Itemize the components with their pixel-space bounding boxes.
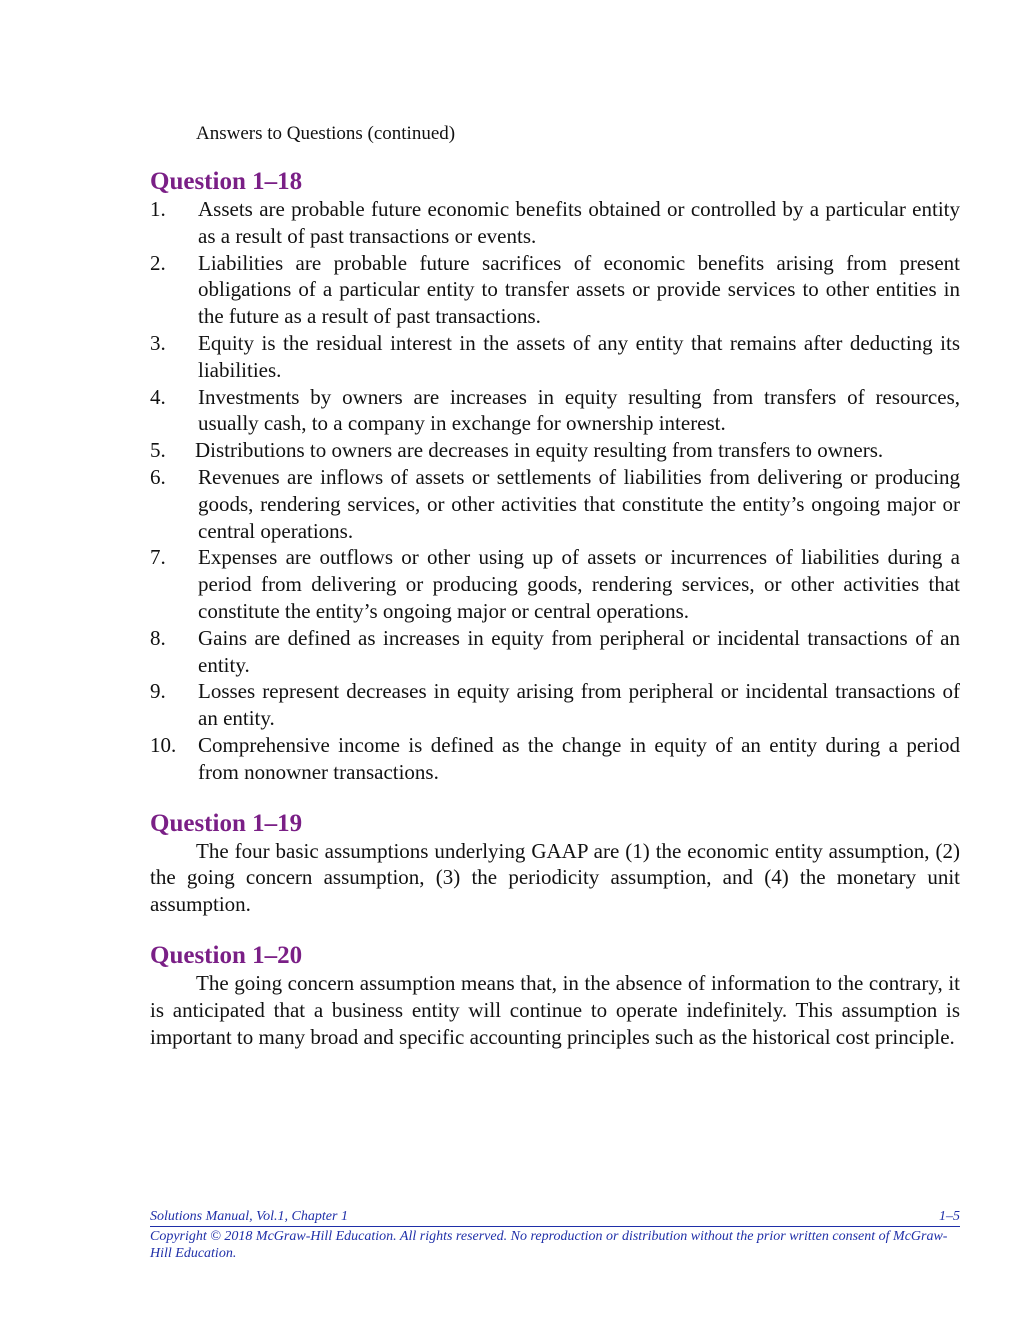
item-text: Revenues are inflows of assets or settlements of liabilities from delivering or producing goods, rendering services, or other activities that constitute the entity’s ongoing major or central operations. — [198, 464, 960, 543]
item-number: 10. — [150, 732, 177, 757]
item-number: 2. — [150, 250, 166, 275]
item-number: 9. — [150, 679, 166, 704]
list-item — [150, 464, 960, 544]
list-item — [150, 625, 960, 679]
question-title: Question 1–20 — [150, 941, 303, 969]
question-1-18 — [150, 168, 960, 786]
item-text: Gains are defined as increases in equity from peripheral or incidental transactions of an entity. — [198, 625, 960, 677]
item-text: Investments by owners are increases in equity resulting from transfers of resources, usually cash, to a company in exchange for ownership interest. — [198, 384, 960, 436]
item-number: 5. — [150, 438, 166, 463]
item-number: 1. — [150, 197, 166, 221]
footer-rule-row — [150, 1208, 960, 1227]
answer-paragraph: The going concern assumption means that, in the absence of information to the contrary, it is anticipated that a business entity will continue to operate indefinitely. This assumption is important to many broad and specific accounting principles such as the historical cost principle. — [150, 970, 960, 1049]
list-item — [150, 384, 960, 438]
list-item — [150, 732, 960, 786]
list-item — [150, 437, 960, 464]
answer-paragraph: The four basic assumptions underlying GAAP are (1) the economic entity assumption, (2) the going concern assumption, (3) the periodicity assumption, and (4) the monetary unit assumption. — [150, 838, 960, 917]
question-title: Question 1–18 — [150, 168, 303, 195]
item-number: 4. — [150, 384, 166, 409]
main-content — [150, 168, 960, 1050]
definition-list — [150, 196, 960, 786]
item-text: Assets are probable future economic benefits obtained or controlled by a particular entity as a result of past transactions or events. — [198, 197, 960, 248]
list-item — [150, 196, 960, 250]
copyright-notice: Copyright © 2018 McGraw-Hill Education. All rights reserved. No reproduction or distribution without the prior written consent of McGraw-Hill Education. — [150, 1229, 948, 1261]
list-item — [150, 330, 960, 384]
item-text: Distributions to owners are decreases in equity resulting from transfers to owners. — [195, 438, 884, 463]
item-text: Equity is the residual interest in the assets of any entity that remains after deducting its liabilities. — [198, 330, 960, 382]
page-number: 1–5 — [939, 1209, 960, 1224]
item-text: Liabilities are probable future sacrifices of economic benefits arising from present obligations of a particular entity to transfer assets or provide services to other entities in the future as a result of past transactions. — [198, 250, 960, 329]
list-item — [150, 544, 960, 624]
item-number: 7. — [150, 545, 166, 570]
list-item — [150, 678, 960, 732]
list-item — [150, 250, 960, 330]
page-footer — [150, 1208, 960, 1262]
item-number: 3. — [150, 330, 166, 355]
item-number: 8. — [150, 625, 166, 650]
question-1-20 — [150, 942, 960, 1050]
item-number: 6. — [150, 464, 166, 489]
running-header: Answers to Questions (continued) — [196, 123, 456, 144]
item-text: Expenses are outflows or other using up of assets or incurrences of liabilities during a period from delivering or producing goods, rendering services, or other activities that constitute the entity’s ongoing major or central operations. — [198, 545, 960, 623]
item-text: Losses represent decreases in equity arising from peripheral or incidental transactions of an entity. — [198, 679, 960, 731]
item-text: Comprehensive income is defined as the change in equity of an entity during a period from nonowner transactions. — [198, 732, 960, 784]
footer-source: Solutions Manual, Vol.1, Chapter 1 — [150, 1209, 348, 1224]
question-1-19 — [150, 810, 960, 918]
question-title: Question 1–19 — [150, 809, 303, 837]
